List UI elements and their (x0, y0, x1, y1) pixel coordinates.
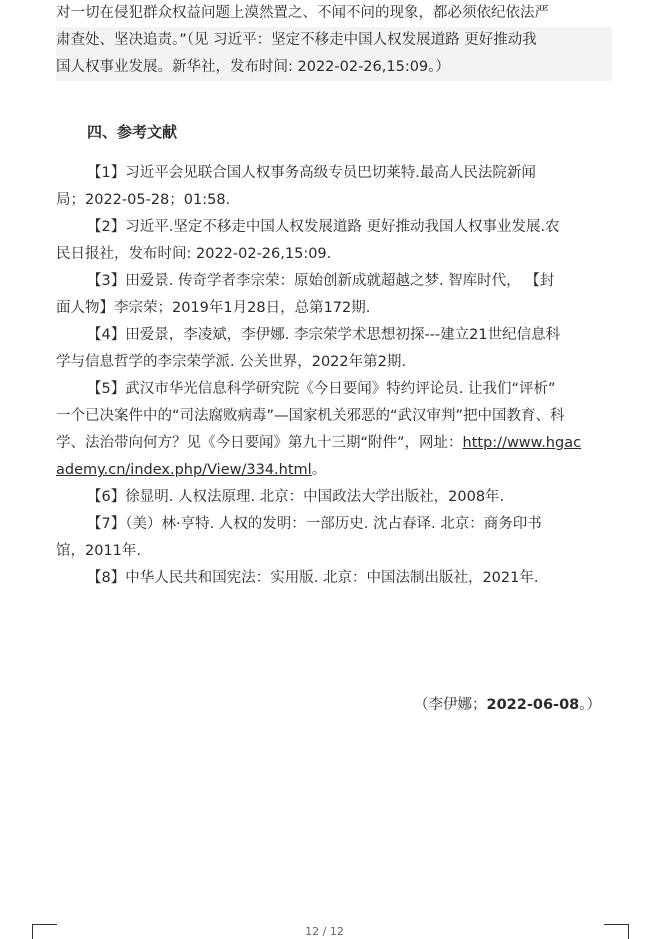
reference-line: 面人物】李宗荣；2019年1月28日，总第172期. (56, 300, 371, 316)
reference-item-8 (56, 565, 612, 592)
reference-url-link[interactable]: http://www.hgac (462, 435, 582, 451)
reference-line (56, 430, 612, 457)
page-corner-mark-right (604, 924, 629, 939)
reference-item-2 (56, 214, 612, 268)
reference-line: 学与信息哲学的李宗荣学派. 公关世界，2022年第2期. (56, 354, 406, 370)
reference-item-3 (56, 268, 612, 322)
reference-line: 【3】田爱景. 传奇学者李宗荣：原始创新成就超越之梦. 智库时代， 【封 (87, 273, 555, 289)
reference-text: 学、法治带向何方？见《今日要闻》第九十三期“附件”，网址： (56, 435, 463, 451)
reference-line: 【4】田爱景，李凌斌，李伊娜. 李宗荣学术思想初探---建立21世纪信息科 (87, 327, 561, 343)
intro-line: 国人权事业发展。新华社，发布时间: 2022-02-26,15:09。） (56, 54, 612, 81)
intro-line: 肃查处、坚决追责。”（见 习近平：坚定不移走中国人权发展道路 更好推动我 (56, 27, 612, 54)
signature-close: 。） (579, 697, 601, 713)
intro-line: 对一切在侵犯群众权益问题上漠然置之、不闻不问的现象，都必须依纪依法严 (56, 5, 549, 21)
reference-line: 【8】中华人民共和国宪法：实用版. 北京：中国法制出版社，2021年. (87, 570, 539, 586)
reference-item-6 (56, 484, 612, 511)
reference-url-link[interactable]: ademy.cn/index.php/View/334.html (56, 462, 312, 478)
reference-line: 【7】（美）林·亨特. 人权的发明：一部历史. 沈占春译. 北京：商务印书 (87, 516, 542, 532)
signature-date: 2022-06-08 (486, 697, 580, 713)
reference-line: 【1】习近平会见联合国人权事务高级专员巴切莱特.最高人民法院新闻 (87, 165, 536, 181)
reference-item-7 (56, 511, 612, 565)
reference-line: 民日报社，发布时间: 2022-02-26,15:09. (56, 246, 332, 262)
reference-line: 【6】徐显明. 人权法原理. 北京：中国政法大学出版社，2008年. (87, 489, 505, 505)
reference-line: 【2】习近平.坚定不移走中国人权发展道路 更好推动我国人权事业发展.农 (87, 219, 560, 235)
page-number: 12 / 12 (305, 925, 344, 938)
reference-list (56, 160, 612, 592)
reference-line: 局；2022-05-28；01:58. (56, 192, 231, 208)
signature-open: （李伊娜； (414, 697, 487, 713)
reference-item-1 (56, 160, 612, 214)
reference-line (56, 457, 612, 484)
reference-text: 。 (311, 462, 327, 478)
section-heading: 四、参考文献 (87, 123, 178, 141)
reference-item-4 (56, 322, 612, 376)
author-signature (414, 692, 601, 718)
reference-line: 【5】武汉市华光信息科学研究院《今日要闻》特约评论员. 让我们“评析” (87, 381, 556, 397)
reference-line: 一个已决案件中的“司法腐败病毒”—国家机关邪恶的“武汉审判”把中国教育、科 (56, 408, 565, 424)
reference-item-5 (56, 376, 612, 484)
reference-line: 馆，2011年. (56, 543, 142, 559)
intro-paragraph (56, 0, 612, 81)
